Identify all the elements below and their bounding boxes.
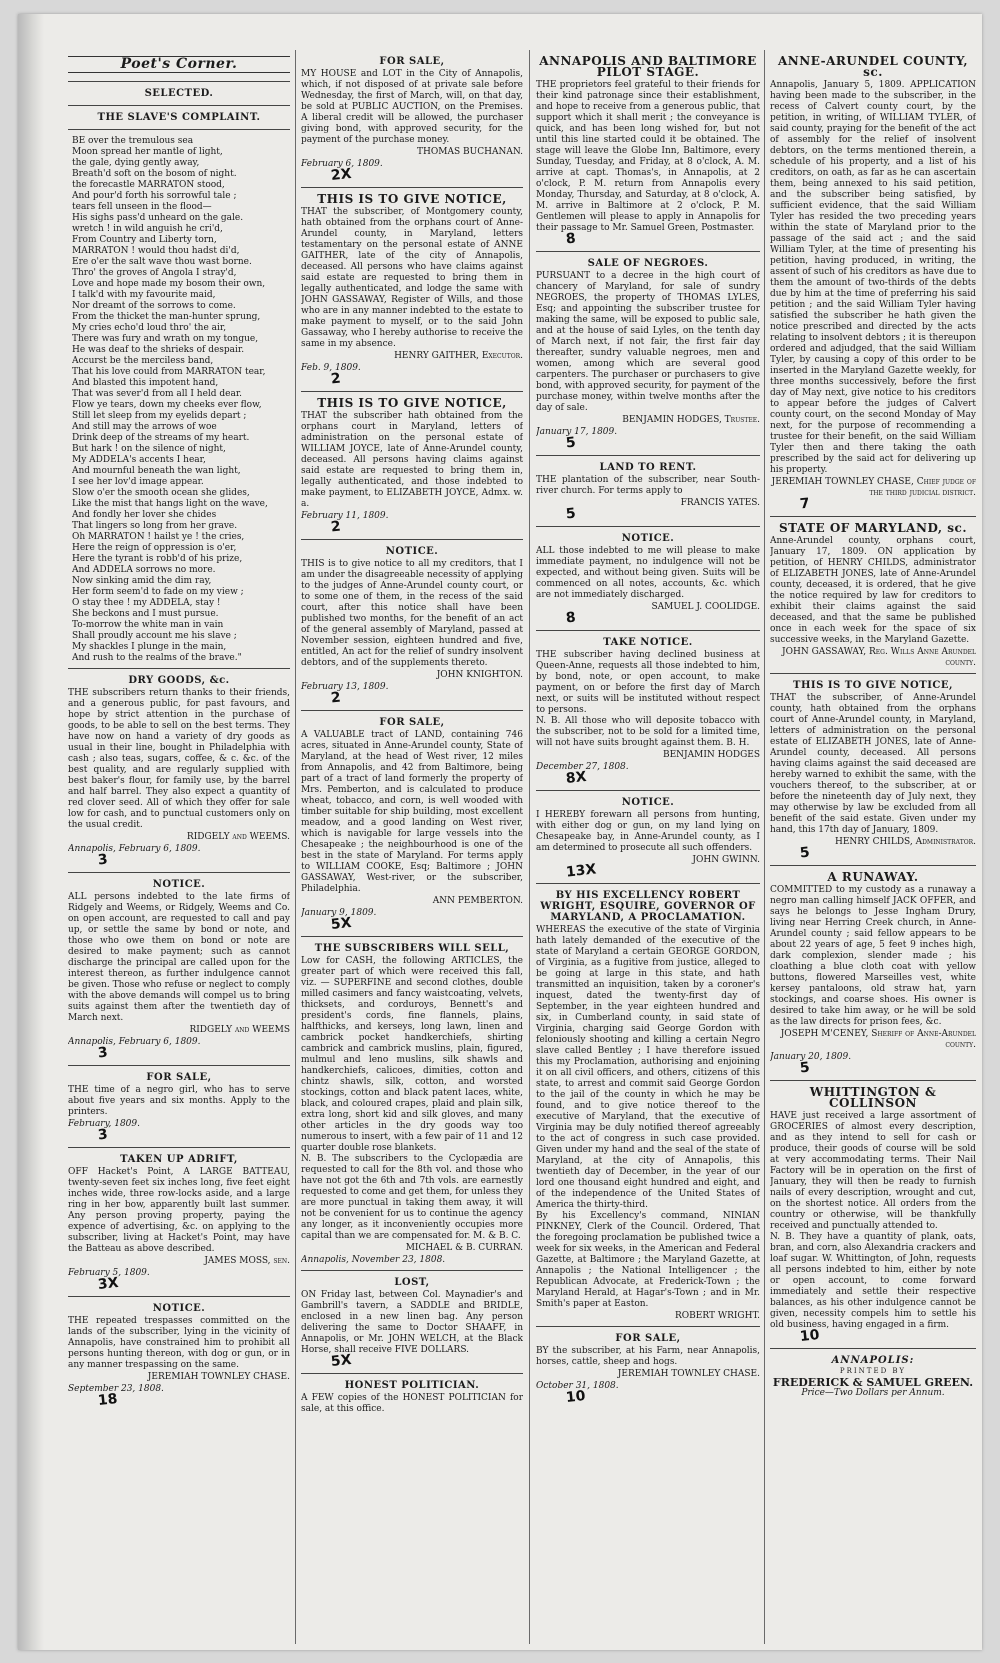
poem-line: And pour'd forth his sorrowful tale ; (72, 191, 237, 201)
poem-line: Ere o'er the salt wave thou wast borne. (72, 257, 252, 267)
handwritten-mark: 7 (799, 495, 811, 513)
ad-heading: NOTICE. (152, 879, 206, 890)
handwritten-mark: 10 (565, 1388, 587, 1406)
ad-body: THIS is to give notice to all my creditors, that I am under the disagreeable necessity of applying to the judges of Anne-Arundel county court, or to some one of them, in the recess of the said court, after this notice shall have been published two months, for the benefit of an act of the general assembly of Maryland, passed at November session, eighteen hundred and five, entitled, An act for the relief of sundry insolvent debtors, and of the supplements thereto. (301, 559, 523, 668)
poem-line: Here the tyrant is robb'd of his prize, (72, 554, 243, 564)
advertisement (301, 546, 523, 711)
poem-line: tears fell unseen in the flood— (72, 202, 212, 212)
poem-line: I see her lov'd image appear. (72, 477, 204, 487)
ad-heading: Poet's Corner. (68, 56, 290, 73)
ad-date: Annapolis, February 6, 1809. (68, 1037, 201, 1047)
poem-line: She beckons and I must pursue. (72, 609, 219, 619)
binding-spine (18, 14, 44, 1650)
advertisement (68, 112, 290, 130)
colophon-printers: FREDERICK & SAMUEL GREEN. (772, 1376, 974, 1389)
poem-line: Still let sleep from my eyelids depart ; (72, 411, 247, 421)
advertisement (536, 637, 760, 791)
handwritten-mark: 18 (97, 1391, 119, 1409)
ad-signature: BENJAMIN HODGES, Trustee. (622, 415, 760, 425)
poem-line: Her form seem'd to fade on my view ; (72, 587, 244, 597)
poem-line: Flow ye tears, down my cheeks ever flow, (72, 400, 262, 410)
poem-line: My cries echo'd loud thro' the air, (72, 323, 227, 333)
ad-heading: SELECTED. (144, 88, 214, 99)
advertisement (770, 1087, 976, 1349)
poem-line: His sighs pass'd unheard on the gale. (72, 213, 244, 223)
ad-body: Low for CASH, the following ARTICLES, the greater part of which were received this fall, viz. — SUPERFINE and second clothes, double milled casimers and fancy waistcoating, velvets, thicksets, and corduroys, Bennett's and president's cords, fine flannels, plains, halfthicks, and kerseys, long lawn, linen and cambrick pocket handkerchiefs, shirting cambrick and cambrick muslins, plain, figured, mulmul and leno muslins, silk shawls and handkerchiefs, calicoes, dimities, cotton and chintz shawls, silk, cotton, and worsted stockings, cotton and black patent laces, white, black, and coloured crapes, plaid and plain silk, extra long, short kid and silk gloves, and many other articles in the dry goods way too numerous to insert, with a few pair of 11 and 12 quarter double rose blankets. (301, 956, 523, 1153)
ad-signature: SAMUEL J. COOLIDGE. (651, 602, 760, 612)
ad-heading: BY HIS EXCELLENCY ROBERT WRIGHT, ESQUIRE, GOVERNOR OF MARYLAND, A PROCLAMATION. (540, 890, 756, 923)
poem-line: Love and hope made my bosom their own, (72, 279, 266, 289)
ad-body: A FEW copies of the HONEST POLITICIAN for sale, at this office. (301, 1393, 523, 1414)
advertisement (770, 872, 976, 1081)
ad-heading: THIS IS TO GIVE NOTICE, (317, 396, 507, 410)
column-rule (295, 50, 296, 1644)
handwritten-mark: 8 (565, 230, 577, 248)
ad-date: February 6, 1809. (301, 159, 383, 169)
ad-heading: ANNAPOLIS AND BALTIMORE PILOT STAGE. (539, 54, 757, 79)
advertisement (301, 1277, 523, 1374)
ad-heading: THE SUBSCRIBERS WILL SELL, (314, 943, 510, 954)
ad-body: BY the subscriber, at his Farm, near Annapolis, horses, cattle, sheep and hogs. (536, 1346, 760, 1367)
ad-signature: JEREMIAH TOWNLEY CHASE. (147, 1372, 290, 1382)
poem-line: But hark ! on the silence of night, (72, 444, 226, 454)
poem-line: And fondly her lover she chides (72, 510, 217, 520)
ad-note: N. B. They have a quantity of plank, oats, bran, and corn, also Alexandria crackers and loaf sugar. W. Whittington, of John, requests all persons indebted to him, either by note or open account, to come forward immediately and settle their respective balances, as his other indulgence cannot be given, necessity compels him to settle his old business, having engaged in a firm. (770, 1232, 976, 1330)
ad-heading: A RUNAWAY. (827, 870, 919, 884)
handwritten-mark: 10 (799, 1327, 821, 1345)
advertisement (68, 88, 290, 106)
ad-date: February, 1809. (68, 1119, 140, 1129)
ad-body: THE subscribers return thanks to their friends, and a generous public, for past favours, and hope by strict attention in the purchase of goods, to be able to sell on the best terms. They have now on hand a variety of dry goods as usual in their line, bought in Philadelphia with cash ; also teas, sugars, coffee, & c. &c. of the best quality, and are regularly supplied with best baker's flour, for family use, by the barrel and half barrel. They also expect a quantity of red clover seed. All of which they offer for sale low for cash, and to punctual customers only on the usual credit. (68, 688, 290, 830)
advertisement (68, 879, 290, 1066)
ad-heading: SALE OF NEGROES. (587, 258, 709, 269)
ad-heading: NOTICE. (621, 533, 675, 544)
ad-note: By his Excellency's command, NINIAN PINKNEY, Clerk of the Council. Ordered, That the foregoing proclamation be published twice a week for six weeks, in the American and Federal Gazette, at Baltimore ; the Maryland Gazette, at Annapolis ; the National Intelligencer ; the Republican Advocate, at Frederick-Town ; the Maryland Herald, at Hagar's-Town ; and in Mr. Smith's paper at Easton. (536, 1211, 760, 1309)
poem-line: And mournful beneath the wan light, (72, 466, 241, 476)
advertisement (536, 1333, 760, 1409)
ad-body: PURSUANT to a decree in the high court of chancery of Maryland, for sale of sundry NEGROES, the property of THOMAS LYLES, Esq; and appointing the subscriber trustee for making the same, will be exposed to public sale, and at the house of said Lyles, on the tenth day of March next, if not fair, the first fair day thereafter, sundry valuable negroes, men and women, among which are several good carpenters. The purchaser or purchasers to give bond, with approved security, for payment of the purchase money, within twelve months after the day of sale. (536, 271, 760, 413)
handwritten-mark: 5 (799, 1059, 811, 1077)
ad-signature: FRANCIS YATES. (680, 498, 760, 508)
advertisement (68, 56, 290, 82)
poem-line: And still may the arrows of woe (72, 422, 217, 432)
ad-date: October 31, 1808. (536, 1381, 619, 1391)
poem-line: Now sinking amid the dim ray, (72, 576, 212, 586)
ad-body: Anne-Arundel county, orphans court, January 17, 1809. ON application by petition, of HENRY CHILDS, administrator of ELIZABETH JONES, late of Anne-Arundel county, deceased, it is ordered, that he give the notice required by law for creditors to exhibit their claims against the said deceased, and that the same be published once in each week for the space of six successive weeks, in the Maryland Gazette. (770, 536, 976, 645)
ad-signature: MICHAEL & B. CURRAN. (405, 1243, 523, 1253)
advertisement (536, 462, 760, 527)
ad-date: January 9, 1809. (301, 908, 377, 918)
ad-date: February 5, 1809. (68, 1268, 150, 1278)
handwritten-mark: 3X (97, 1274, 120, 1294)
ad-body: ALL persons indebted to the late firms of Ridgely and Weems, or Ridgely, Weems and Co. on open account, are requested to call and pay up, or settle the same by bond or note, and those who owe them on bond or note are desired to make payment; such as cannot discharge the principal are called upon for the interest thereon, as further indulgence cannot be given. Those who refuse or neglect to comply with the above demands will compel us to bring suits against them after the twentieth day of March next. (68, 892, 290, 1023)
advertisement (536, 797, 760, 884)
ad-body: THAT the subscriber, of Montgomery county, hath obtained from the orphans court of Anne-Arundel county, in Maryland, letters testamentary on the personal estate of ANNE GAITHER, late of the city of Annapolis, deceased. All persons who have claims against said estate are requested to bring them in legally authenticated, and lodge the same with JOHN GASSAWAY, Register of Wills, and those who are in any manner indebted to the estate to make payment to myself, or to the said John Gassaway, who I hereby authorise to receive the same in my absence. (301, 207, 523, 349)
poem-line: the gale, dying gently away, (72, 158, 200, 168)
handwritten-mark: 3 (97, 1126, 109, 1144)
poem-line: Like the mist that hangs light on the wave, (72, 499, 268, 509)
ad-signature: BENJAMIN HODGES (662, 750, 760, 760)
column-3 (536, 54, 760, 1644)
poem-line: My shackles I plunge in the main, (72, 642, 227, 652)
ad-body: THAT the subscriber hath obtained from the orphans court in Maryland, letters of administration on the personal estate of WILLIAM JOYCE, late of Anne-Arundel county, deceased. All persons having claims against said estate are requested to bring them in, legally authenticated, and those indebted to make payment, to ELIZABETH JOYCE, Admx. w. a. (301, 411, 523, 509)
poem-line: I talk'd with my favourite maid, (72, 290, 216, 300)
ad-body: Annapolis, January 5, 1809. APPLICATION having been made to the subscriber, in the recess of Calvert county court, by the petition, in writing, of WILLIAM TYLER, of said county, praying for the benefit of the act of assembly for the relief of insolvent debtors, on the terms mentioned therein, a schedule of his property, and a list of his creditors, on oath, as far as he can ascertain them, being annexed to his said petition, and the subscriber being satisfied, by sufficient evidence, that the said William Tyler has resided the two preceding years within the state of Maryland prior to the passage of the said act ; and the said William Tyler, at the time of presenting his petition, having produced, in writing, the assent of such of his creditors as have due to them the amount of two-thirds of the debts due by him at the time of preferring his said petition ; and the said William Tyler having satisfied the subscriber he hath given the notice prescribed and directed by the acts relating to insolvent debtors ; it is thereupon ordered and adjudged, that the said William Tyler, by causing a copy of this order to be inserted in the Maryland Gazette weekly, for three months successively, before the first day of May next, give notice to his creditors to appear before the judges of Calvert county court, on the second Monday of May next, for the purpose of recommending a trustee for their benefit, on the said William Tyler then and there taking the oath prescribed by the said act for delivering up his property. (770, 80, 976, 475)
advertisement (536, 56, 760, 252)
advertisement (536, 533, 760, 631)
poem-line: Breath'd soft on the bosom of night. (72, 169, 237, 179)
handwritten-mark: 5 (565, 505, 577, 523)
ad-heading: LAND TO RENT. (599, 462, 697, 473)
colophon-printed-by: PRINTED BY (839, 1367, 907, 1375)
ad-body: THE repeated trespasses committed on the lands of the subscriber, lying in the vicinity of Annapolis, have constrained him to prohibit all persons hunting thereon, with dog or gun, or in any manner trespassing on the same. (68, 1316, 290, 1370)
poem-line: And ADDELA sorrows no more. (72, 565, 216, 575)
ad-heading: NOTICE. (385, 546, 439, 557)
ad-body: ALL those indebted to me will please to make immediate payment, no indulgence will not be expected, and without being given. Suits will be commenced on all notes, accounts, &c. which are not immediately discharged. (536, 546, 760, 600)
ad-signature: JOHN GWINN. (692, 855, 760, 865)
advertisement (301, 398, 523, 540)
advertisement (68, 1154, 290, 1297)
advertisement (536, 258, 760, 456)
advertisement (301, 1380, 523, 1419)
column-rule (764, 50, 765, 1644)
poem-line: That lingers so long from her grave. (72, 521, 238, 531)
ad-signature: JOHN GASSAWAY, Reg. Wills Anne Arundel county. (782, 647, 976, 668)
poem-line: And blasted this impotent hand, (72, 378, 219, 388)
poem-line: There was fury and wrath on my tongue, (72, 334, 259, 344)
ad-body: THE time of a negro girl, who has to serve about five years and six months. Apply to the printers. (68, 1085, 290, 1117)
ad-date: September 23, 1808. (68, 1384, 164, 1394)
ad-signature: ROBERT WRIGHT. (675, 1311, 760, 1321)
advertisement (536, 890, 760, 1327)
poem-line: That his love could from MARRATON tear, (72, 367, 266, 377)
newspaper-page (18, 14, 982, 1650)
advertisement (770, 680, 976, 866)
ad-heading: LOST, (394, 1277, 430, 1288)
advertisement (68, 1303, 290, 1412)
poem-line: the forecastle MARRATON stood, (72, 180, 225, 190)
ad-body: COMMITTED to my custody as a runaway a negro man calling himself JACK OFFER, and says he belongs to Jesse Ingham Drury, living near Herring Creek church, in Anne-Arundel county ; said fellow appears to be about 22 years of age, 5 feet 9 inches high, dark complexion, slender made ; his cloathing a blue cloth coat with yellow buttons, flowered Marseilles vest, white kersey pantaloons, old straw hat, yarn stockings, and coarse shoes. His owner is desired to take him away, or he will be sold as the law directs for prison fees, &c. (770, 885, 976, 1027)
ad-note: N. B. The subscribers to the Cyclopædia are requested to call for the 8th vol. and those who have not got the 6th and 7th vols. are earnestly requested to come and get them, for unless they are more punctual in taking them away, it will not be convenient for us to continue the agency any longer, as it inconveniently occupies more capital than we are compensated for. M. & B. C. (301, 1154, 523, 1241)
handwritten-mark: 3 (97, 851, 109, 869)
ad-body: I HEREBY forewarn all persons from hunting, with either dog or gun, on my land lying on Chesapeake bay, in Anne-Arundel county, as I am determined to prosecute all such offenders. (536, 810, 760, 853)
ad-heading: FOR SALE, (146, 1072, 212, 1083)
column-1 (68, 54, 290, 1644)
column-4 (770, 54, 976, 1644)
ad-signature: HENRY GAITHER, Executor. (394, 351, 523, 361)
ad-heading: DRY GOODS, &c. (128, 675, 230, 686)
advertisement (68, 1072, 290, 1148)
ad-date: January 20, 1809. (770, 1052, 852, 1062)
poem-body (68, 136, 290, 664)
poem-line: And rush to the realms of the brave." (72, 653, 242, 663)
ad-signature: JAMES MOSS, sen. (204, 1256, 290, 1266)
ad-heading: NOTICE. (152, 1303, 206, 1314)
ad-heading: TAKEN UP ADRIFT, (120, 1154, 238, 1165)
poem-line: Oh MARRATON ! hailst ye ! the cries, (72, 532, 245, 542)
colophon-price: Price—Two Dollars per Annum. (801, 1388, 945, 1398)
advertisement (770, 523, 976, 674)
handwritten-mark: 2 (330, 518, 342, 536)
ad-body: HAVE just received a large assortment of GROCERIES of almost every description, and as they intend to sell for cash or produce, their goods of course will be sold at very accommodating terms. Their Nail Factory will be in operation on the first of January, they will then be ready to furnish nails of every description, wrought and cut, on the shortest notice. All orders from the country or otherwise, will be thankfully received and punctually attended to. (770, 1111, 976, 1231)
handwritten-mark: 5 (799, 844, 811, 862)
ad-date: December 27, 1808. (536, 762, 629, 772)
column-2 (301, 54, 523, 1644)
advertisement (301, 717, 523, 937)
poem-line: Shall proudly account me his slave ; (72, 631, 237, 641)
handwritten-mark: 5X (330, 1351, 353, 1371)
ad-date: Feb. 9, 1809. (301, 363, 361, 373)
poem-line: He was deaf to the shrieks of despair. (72, 345, 245, 355)
poem-line: MARRATON ! would thou hadst di'd, (72, 246, 240, 256)
ad-body: THE proprietors feel grateful to their friends for their kind patronage since their establishment, and hope to receive from a generous public, that support which it shall merit ; the conveyance is quick, and has been long wished for, but not until this line started could it be obtained. The stage will leave the Globe Inn, Baltimore, every Sunday, Tuesday, and Friday, at 8 o'clock, A. M. arrive at capt. Thomas's, in Annapolis, at 2 o'clock, P. M. return from Annapolis every Monday, Thursday, and Saturday, at 8 o'clock, A. M. arrive in Baltimore at 2 o'clock, P. M. Gentlemen will please to apply in Annapolis for their passage to Mr. Samuel Green, Postmaster. (536, 80, 760, 233)
ad-signature: JEREMIAH TOWNLEY CHASE, Chief judge of the third judicial district. (771, 477, 976, 498)
advertisement (301, 194, 523, 392)
poem-line: From Country and Liberty torn, (72, 235, 217, 245)
poem-line: Here the reign of oppression is o'er, (72, 543, 237, 553)
ad-date: Annapolis, November 23, 1808. (301, 1255, 446, 1265)
ad-heading: THIS IS TO GIVE NOTICE, (317, 192, 507, 206)
poem-line: Slow o'er the smooth ocean she glides, (72, 488, 250, 498)
ad-heading: ANNE-ARUNDEL COUNTY, sc. (777, 54, 969, 79)
ad-signature: JEREMIAH TOWNLEY CHASE. (617, 1369, 760, 1379)
ad-heading: TAKE NOTICE. (603, 637, 693, 648)
colophon (770, 1355, 976, 1399)
handwritten-mark: 2 (330, 370, 342, 388)
poem-line: Nor dreamt of the sorrows to come. (72, 301, 236, 311)
handwritten-mark: 2 (330, 689, 342, 707)
ad-signature: JOSEPH M'CENEY, Sheriff of Anne-Arundel county. (780, 1029, 976, 1050)
ad-heading: WHITTINGTON & COLLINSON (809, 1085, 937, 1110)
advertisement (301, 943, 523, 1271)
poem-line: BE over the tremulous sea (72, 136, 194, 146)
poem-line: My ADDELA's accents I hear, (72, 455, 206, 465)
ad-heading: THE SLAVE'S COMPLAINT. (97, 112, 261, 123)
ad-date: February 11, 1809. (301, 511, 389, 521)
ad-signature: THOMAS BUCHANAN. (417, 147, 523, 157)
advertisement (770, 56, 976, 517)
ad-body: MY HOUSE and LOT in the City of Annapolis, which, if not disposed of at private sale before Wednesday, the first of March, will, on that day, be sold at PUBLIC AUCTION, on the Premises. A liberal credit will be allowed, the purchaser giving bond, with approved security, for the payment of the purchase money. (301, 69, 523, 145)
handwritten-mark: 13X (565, 861, 597, 881)
poem-line: That was sever'd from all I held dear. (72, 389, 243, 399)
ad-body: ON Friday last, between Col. Maynadier's and Gambrill's tavern, a SADDLE and BRIDLE, enclosed in a new linen bag. Any person delivering the same to Doctor SHAAFF, in Annapolis, or Mr. JOHN WELCH, at the Black Horse, shall receive FIVE DOLLARS. (301, 1290, 523, 1355)
ad-heading: FOR SALE, (379, 717, 445, 728)
ad-heading: FOR SALE, (615, 1333, 681, 1344)
ad-heading: STATE OF MARYLAND, sc. (778, 521, 968, 535)
ad-date: Annapolis, February 6, 1809. (68, 844, 201, 854)
ad-heading: THIS IS TO GIVE NOTICE, (793, 680, 953, 691)
advertisement (68, 136, 290, 669)
column-rule (529, 50, 530, 1644)
poem-line: wretch ! in wild anguish he cri'd, (72, 224, 223, 234)
poem-line: Thro' the groves of Angola I stray'd, (72, 268, 237, 278)
ad-heading: NOTICE. (621, 797, 675, 808)
ad-body: THE plantation of the subscriber, near South-river church. For terms apply to (536, 475, 760, 496)
advertisement (68, 675, 290, 873)
ad-signature: JOHN KNIGHTON. (436, 670, 523, 680)
ad-body: OFF Hacket's Point, A LARGE BATTEAU, twenty-seven feet six inches long, five feet eight inches wide, three row-locks aside, and a large ring in her bow, apparently built last summer. Any person proving property, paying the expence of advertising, &c. on applying to the subscriber, living at Hacket's Point, may have the Batteau as above described. (68, 1167, 290, 1254)
handwritten-mark: 8X (565, 768, 588, 788)
ad-date: January 17, 1809. (536, 427, 618, 437)
poem-line: Drink deep of the streams of my heart. (72, 433, 250, 443)
poem-line: Moon spread her mantle of light, (72, 147, 223, 157)
ad-signature: ANN PEMBERTON. (432, 896, 523, 906)
ad-note: N. B. All those who will deposite tobacco with the subscriber, not to be sold for a limited time, will not have suits brought against them. B. H. (536, 716, 760, 748)
handwritten-mark: 5X (330, 914, 353, 934)
ad-body: THAT the subscriber, of Anne-Arundel county, hath obtained from the orphans court of Anne-Arundel county, in Maryland, letters of administration on the personal estate of ELIZABETH JONES, late of Anne-Arundel county, deceased. All persons having claims against the said deceased are hereby warned to exhibit the same, with the vouchers thereof, to the subscriber, at or before the nineteenth day of July next, they may otherwise by law be excluded from all benefit of the said estate. Given under my hand, this 17th day of January, 1809. (770, 693, 976, 835)
ad-heading: FOR SALE, (379, 56, 445, 67)
ad-signature: HENRY CHILDS, Administrator. (834, 837, 976, 847)
poem-line: To-morrow the white man in vain (72, 620, 224, 630)
ad-date: February 13, 1809. (301, 682, 389, 692)
handwritten-mark: 3 (97, 1044, 109, 1062)
ad-signature: RIDGELY and WEEMS. (186, 832, 290, 842)
ad-signature: RIDGELY and WEEMS (189, 1025, 290, 1035)
ad-body: WHEREAS the executive of the state of Virginia hath lately demanded of the executive of the state of Maryland a certain GEORGE GORDON, of Virginia, as a fugitive from justice, alleged to be going at large in this state, and hath transmitted an inquisition, taken by a coroner's inquest, dated the twenty-first day of September, in the year eighteen hundred and six, in Cumberland county, in said state of Virginia, charging said George Gordon with feloniously shooting and killing a certain Negro slave called Bentley ; I have therefore issued this my Proclamation, authorising and enjoining it on all civil officers, and others, citizens of this state, to arrest and commit said George Gordon to the jail of the county in which he may be found, and to give notice thereof to the executive of Maryland, that the executive of Virginia may be duly notified thereof agreeably to the act of congress in such case provided. Given under my hand and the seal of the state of Maryland, at the city of Annapolis, this twentieth day of December, in the year of our lord one thousand eight hundred and eight, and of the independence of the United States of America the thirty-third. (536, 925, 760, 1210)
colophon-place: ANNAPOLIS: (831, 1355, 915, 1366)
poem-line: O stay thee ! my ADDELA, stay ! (72, 598, 221, 608)
handwritten-mark: 2X (330, 165, 353, 185)
handwritten-mark: 5 (565, 434, 577, 452)
poem-line: From the thicket the man-hunter sprung, (72, 312, 261, 322)
ad-body: A VALUABLE tract of LAND, containing 746 acres, situated in Anne-Arundel county, State of Maryland, at the head of West river, 12 miles from Annapolis, and 42 from Baltimore, being part of a tract of land formerly the property of Mrs. Pemberton, and is calculated to produce wheat, tobacco, and corn, is well wooded with timber suitable for ship building, most excellent meadow, and a good landing on West river, which is navigable for large vessels into the Chesapeake ; the neighbourhood is one of the best in the state of Maryland. For terms apply to WILLIAM COOKE, Esq; Baltimore ; JOHN GASSAWAY, West-river, or the subscriber, Philadelphia. (301, 730, 523, 894)
advertisement (301, 56, 523, 188)
ad-heading: HONEST POLITICIAN. (344, 1380, 480, 1391)
handwritten-mark: 8 (565, 609, 577, 627)
poem-line: Accurst be the merciless band, (72, 356, 214, 366)
ad-body: THE subscriber having declined business at Queen-Anne, requests all those indebted to him, by bond, note, or open account, to make payment, on or before the first day of March next, or suits will be instituted without respect to persons. (536, 650, 760, 715)
